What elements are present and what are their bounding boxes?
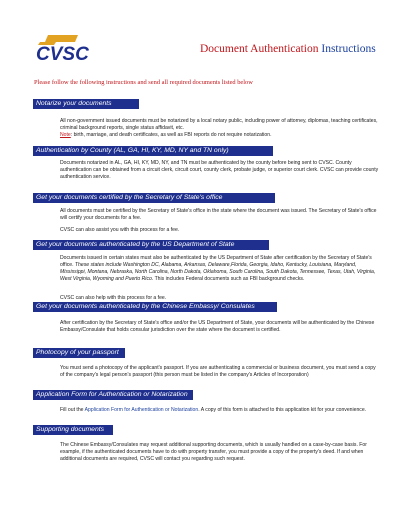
cvsc-logo bbox=[34, 33, 124, 63]
section-header-application-form: Application Form for Authentication or Notarization bbox=[33, 390, 193, 400]
section-header-notarize: Notarize your documents bbox=[33, 99, 139, 109]
intro-text: Please follow the following instructions and send all required documents listed below bbox=[34, 79, 253, 86]
note-label: Note bbox=[60, 131, 71, 138]
section-dos-assist-text: CVSC can also help with this process for a fee. bbox=[60, 295, 167, 301]
section-header-chinese-embassy: Get your documents authenticated by the Chinese Embassy/ Consulates bbox=[33, 302, 277, 312]
section-dos-text: Documents issued in certain states must also be authenticated by the US Department of State after certification by the Secretary of State's office. These states include Washington DC, Alabama, Arkansas, Delaware,Florida, Georgia, Idaho, Kentucky, Louisiana, Maryland, Mississippi, Montana, Nebraska, North Carolina, North Dakota, Oklahoma, South Carolina, South Dakota, Tennessee, Texas, Utah, Virginia, West Virginia, Wyoming and Puerto Rico. This includes Federal documents such as FBI background checks. bbox=[60, 255, 376, 282]
section-header-supporting-documents: Supporting documents bbox=[33, 425, 113, 435]
section-header-secretary-of-state: Get your documents certified by the Secretary of State's office bbox=[33, 193, 275, 203]
section-supporting-text: The Chinese Embassy/Consulates may request additional supporting documents, which is usually handled on a case-by-case basis. For example, if the authenticated documents have to do with property transfer, you must provide a copy of the property's deed. If and when additional documents are required, CVSC will contact you regarding such request. bbox=[60, 442, 367, 462]
section-header-us-department-of-state: Get your documents authenticated by the US Department of State bbox=[33, 240, 269, 250]
section-header-passport-photocopy: Photocopy of your passport bbox=[33, 348, 125, 358]
application-form-link[interactable]: Application Form for Authentication or Notarization bbox=[84, 407, 199, 413]
section-sos-assist-text: CVSC can also assist you with this process for a fee. bbox=[60, 227, 180, 233]
section-embassy-text: After certification by the Secretary of State's office and/or the US Department of State, your documents will be authenticated by the Chinese Embassy/Consulate that holds consular jurisdiction over the state where the document is certified. bbox=[60, 320, 375, 333]
title-part1: Document Authentication bbox=[200, 43, 322, 55]
section-header-county-authentication: Authentication by County (AL, GA, HI, KY, MD, NY and TN only) bbox=[33, 146, 273, 156]
logo-text: CVSC bbox=[36, 44, 89, 63]
section-notarize-text: All non-government issued documents must be notarized by a local notary public, including power of attorney, diplomas, teaching certificates, criminal background reports, single status affidavit, etc. Note: birth, marriage, and death certificates, as well as FBI reports do not require notarization. bbox=[60, 118, 378, 138]
section-county-text: Documents notarized in AL, GA, HI, KY, MD, NY, and TN must be authenticated by the county before being sent to CVSC. County authentication can be obtained from a circuit clerk, circuit court, county clerk, probate judge, or superior court clerk. CVSC can provide county authentication service. bbox=[60, 160, 379, 180]
title-part2: Instructions bbox=[321, 43, 376, 55]
document-title bbox=[200, 43, 376, 55]
section-passport-text: You must send a photocopy of the applicant's passport. If you are authenticating a commercial or business document, you must send a copy of the company's legal person's passport (this person must be listed in the company's Articles of Incorporation) bbox=[60, 365, 376, 378]
section-application-text: Fill out the Application Form for Authentication or Notarization. A copy of this form is attached to this application kit for your convenience. bbox=[60, 407, 367, 413]
section-sos-text: All documents must be certified by the Secretary of State's office in the state where the document was issued. The Secretary of State's office will certify your documents for a fee. bbox=[60, 208, 377, 221]
